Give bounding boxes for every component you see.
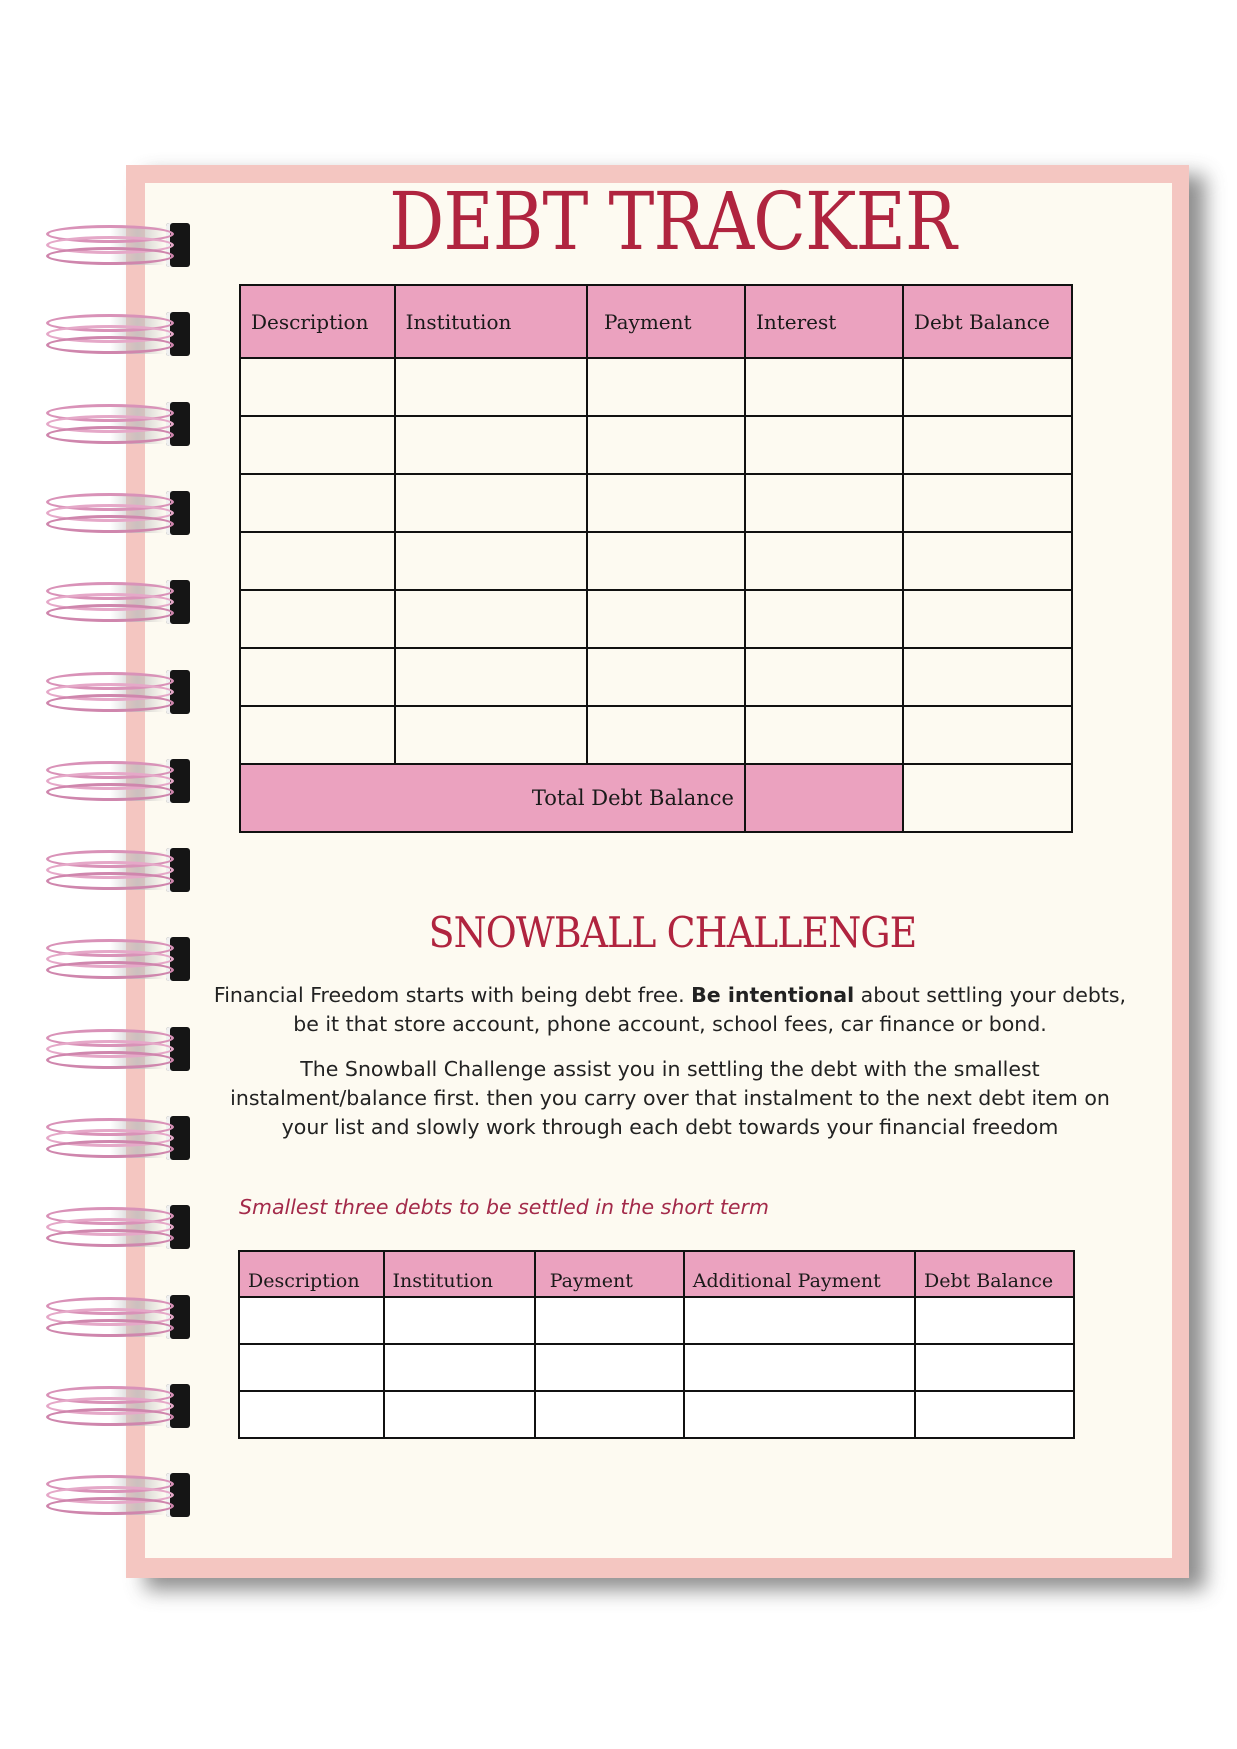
table-cell[interactable] xyxy=(384,1391,535,1438)
table-row xyxy=(240,706,1072,764)
table-cell[interactable] xyxy=(903,358,1072,416)
header-debt-balance: Debt Balance xyxy=(915,1251,1074,1297)
table-cell[interactable] xyxy=(587,706,745,764)
table-cell[interactable] xyxy=(239,1344,384,1391)
table-cell[interactable] xyxy=(239,1297,384,1344)
table-cell[interactable] xyxy=(535,1391,684,1438)
spiral-coil-icon xyxy=(40,1465,190,1525)
table-cell[interactable] xyxy=(240,416,395,474)
table-cell[interactable] xyxy=(745,648,903,706)
table-cell[interactable] xyxy=(745,474,903,532)
table-row xyxy=(239,1391,1074,1438)
table-cell[interactable] xyxy=(587,590,745,648)
spiral-coil-icon xyxy=(40,215,190,275)
table-cell[interactable] xyxy=(384,1297,535,1344)
table-cell[interactable] xyxy=(240,474,395,532)
table-cell[interactable] xyxy=(395,648,587,706)
spiral-coil-icon xyxy=(40,304,190,364)
table-cell[interactable] xyxy=(395,590,587,648)
spiral-coil-icon xyxy=(40,1376,190,1436)
short-term-note: Smallest three debts to be settled in the short term xyxy=(239,1195,769,1219)
table-cell[interactable] xyxy=(684,1297,915,1344)
table-cell[interactable] xyxy=(535,1297,684,1344)
total-debt-balance-value[interactable] xyxy=(903,764,1072,832)
table-row xyxy=(240,474,1072,532)
table-cell[interactable] xyxy=(395,416,587,474)
table-cell[interactable] xyxy=(395,532,587,590)
table-cell[interactable] xyxy=(240,706,395,764)
intro-text-end: about settling your debts, be it that store account, phone account, school fees, car finance or bond. xyxy=(293,983,1127,1036)
header-payment: Payment xyxy=(535,1251,684,1297)
debt-table-header xyxy=(240,285,1072,358)
header-institution: Institution xyxy=(395,285,587,358)
table-cell[interactable] xyxy=(395,474,587,532)
table-cell[interactable] xyxy=(240,590,395,648)
table-row xyxy=(239,1344,1074,1391)
header-payment: Payment xyxy=(587,285,745,358)
spiral-coil-icon xyxy=(40,1019,190,1079)
table-row xyxy=(240,358,1072,416)
snowball-description: The Snowball Challenge assist you in settling the debt with the smallest instalment/balance first. then you carry over that instalment to the next debt item on your list and slowly work through each debt towards your financial freedom xyxy=(230,1057,1110,1139)
table-cell[interactable] xyxy=(395,358,587,416)
table-cell[interactable] xyxy=(745,532,903,590)
spiral-coil-icon xyxy=(40,1108,190,1168)
short-table-header xyxy=(239,1251,1074,1297)
table-cell[interactable] xyxy=(745,416,903,474)
spiral-binding xyxy=(40,215,190,1515)
spiral-coil-icon xyxy=(40,572,190,632)
header-interest: Interest xyxy=(745,285,903,358)
table-cell[interactable] xyxy=(684,1344,915,1391)
table-row xyxy=(239,1297,1074,1344)
spiral-coil-icon xyxy=(40,929,190,989)
notebook-cover xyxy=(126,165,1189,1578)
table-cell[interactable] xyxy=(745,706,903,764)
table-cell[interactable] xyxy=(745,590,903,648)
table-cell[interactable] xyxy=(684,1391,915,1438)
total-debt-balance-label: Total Debt Balance xyxy=(240,764,745,832)
table-cell[interactable] xyxy=(239,1391,384,1438)
table-cell[interactable] xyxy=(915,1391,1074,1438)
table-cell[interactable] xyxy=(903,590,1072,648)
table-cell[interactable] xyxy=(240,358,395,416)
total-spacer-cell xyxy=(745,764,903,832)
spiral-coil-icon xyxy=(40,840,190,900)
table-cell[interactable] xyxy=(915,1344,1074,1391)
table-cell[interactable] xyxy=(903,706,1072,764)
table-row xyxy=(240,532,1072,590)
table-cell[interactable] xyxy=(240,532,395,590)
spiral-coil-icon xyxy=(40,1197,190,1257)
table-cell[interactable] xyxy=(903,474,1072,532)
spiral-coil-icon xyxy=(40,751,190,811)
header-debt-balance: Debt Balance xyxy=(903,285,1072,358)
table-cell[interactable] xyxy=(745,358,903,416)
spiral-coil-icon xyxy=(40,483,190,543)
table-cell[interactable] xyxy=(587,532,745,590)
table-cell[interactable] xyxy=(587,416,745,474)
intro-paragraph xyxy=(205,981,1135,1039)
header-description: Description xyxy=(239,1251,384,1297)
header-description: Description xyxy=(240,285,395,358)
intro-text-start: Financial Freedom starts with being debt free. xyxy=(213,983,692,1007)
table-cell[interactable] xyxy=(535,1344,684,1391)
table-row xyxy=(240,416,1072,474)
table-cell[interactable] xyxy=(903,532,1072,590)
table-cell[interactable] xyxy=(384,1344,535,1391)
table-row xyxy=(240,590,1072,648)
table-cell[interactable] xyxy=(903,416,1072,474)
short-term-debt-table xyxy=(238,1250,1075,1439)
intro-bold-text: Be intentional xyxy=(691,983,855,1007)
debt-table xyxy=(239,284,1073,833)
table-cell[interactable] xyxy=(915,1297,1074,1344)
snowball-heading: SNOWBALL CHALLENGE xyxy=(428,908,917,957)
table-row xyxy=(240,648,1072,706)
notebook-page xyxy=(145,175,1172,1558)
header-additional-payment: Additional Payment xyxy=(684,1251,915,1297)
table-cell[interactable] xyxy=(587,474,745,532)
spiral-coil-icon xyxy=(40,394,190,454)
table-cell[interactable] xyxy=(240,648,395,706)
table-cell[interactable] xyxy=(395,706,587,764)
table-cell[interactable] xyxy=(587,358,745,416)
spiral-coil-icon xyxy=(40,662,190,722)
spiral-coil-icon xyxy=(40,1287,190,1347)
table-cell[interactable] xyxy=(903,648,1072,706)
header-institution: Institution xyxy=(384,1251,535,1297)
table-cell[interactable] xyxy=(587,648,745,706)
total-row xyxy=(240,764,1072,832)
page-title: DEBT TRACKER xyxy=(389,175,956,268)
